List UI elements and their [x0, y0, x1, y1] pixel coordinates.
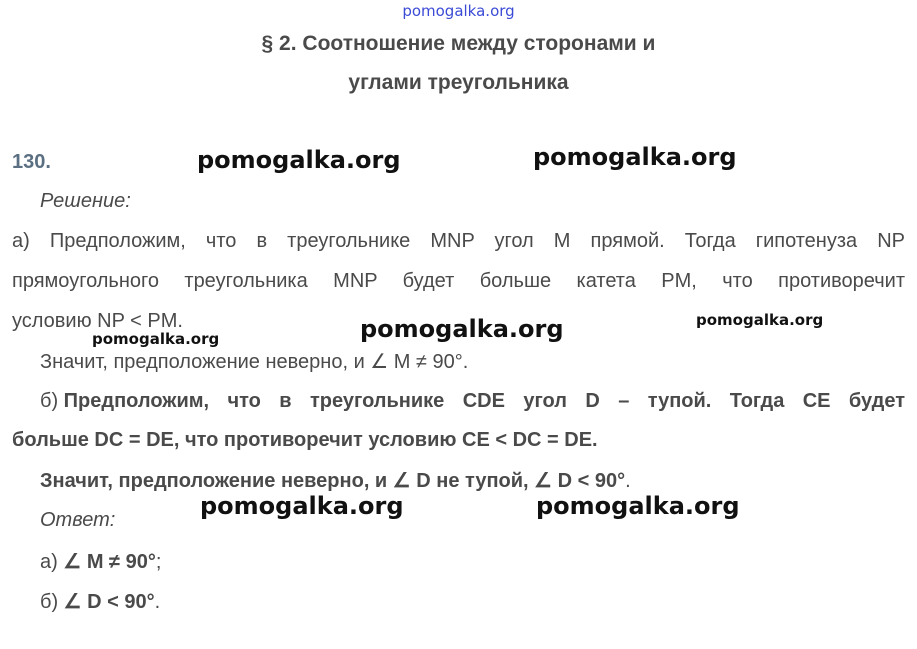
solution-b-line3-end: .: [625, 470, 631, 492]
task-number: 130.: [12, 151, 51, 173]
answer-b-end: .: [154, 591, 161, 613]
solution-a-line1: а) Предположим, что в треугольнике MNP угол M прямой. Тогда гипотенуза NP: [12, 230, 905, 252]
solution-b-line3-row: [40, 468, 631, 493]
watermark: pomogalka.org: [200, 492, 404, 520]
answer-label: Ответ:: [40, 509, 116, 531]
answer-a-end: ;: [155, 551, 162, 573]
answer-a-row: [40, 549, 161, 574]
watermark: pomogalka.org: [536, 492, 740, 520]
watermark: pomogalka.org: [197, 146, 401, 174]
solution-a-line4: Значит, предположение неверно, и ∠ M ≠ 90°.: [40, 351, 469, 373]
watermark: pomogalka.org: [92, 330, 220, 348]
answer-a-prefix: а): [40, 551, 64, 573]
answer-b-row: [40, 589, 160, 614]
section-heading-line2: углами треугольника: [348, 71, 569, 94]
solution-b-line2: больше DC = DE, что противоречит условию CE < DC = DE.: [12, 429, 598, 451]
top-watermark: pomogalka.org: [402, 2, 515, 20]
section-heading-line1: § 2. Соотношение между сторонами и: [261, 32, 656, 55]
solution-a-line2: прямоугольного треугольника MNP будет больше катета PM, что противоречит: [12, 270, 905, 292]
watermark: pomogalka.org: [360, 315, 564, 343]
answer-b-value: ∠ D < 90°: [63, 591, 155, 613]
answer-a-value: ∠ M ≠ 90°: [63, 551, 156, 573]
solution-label: Решение:: [40, 190, 131, 212]
solution-b-prefix: б): [40, 390, 64, 412]
solution-b-line3: Значит, предположение неверно, и ∠ D не тупой, ∠ D < 90°: [40, 470, 626, 492]
solution-b-line1: Предположим, что в треугольнике CDE угол D – тупой. Тогда CE будет: [63, 390, 905, 412]
watermark: pomogalka.org: [533, 143, 737, 171]
solution-b-line1-row: [40, 390, 905, 413]
answer-b-prefix: б): [40, 591, 64, 613]
solution-a-line3: условию NP < PM.: [12, 310, 183, 332]
watermark: pomogalka.org: [696, 311, 824, 329]
